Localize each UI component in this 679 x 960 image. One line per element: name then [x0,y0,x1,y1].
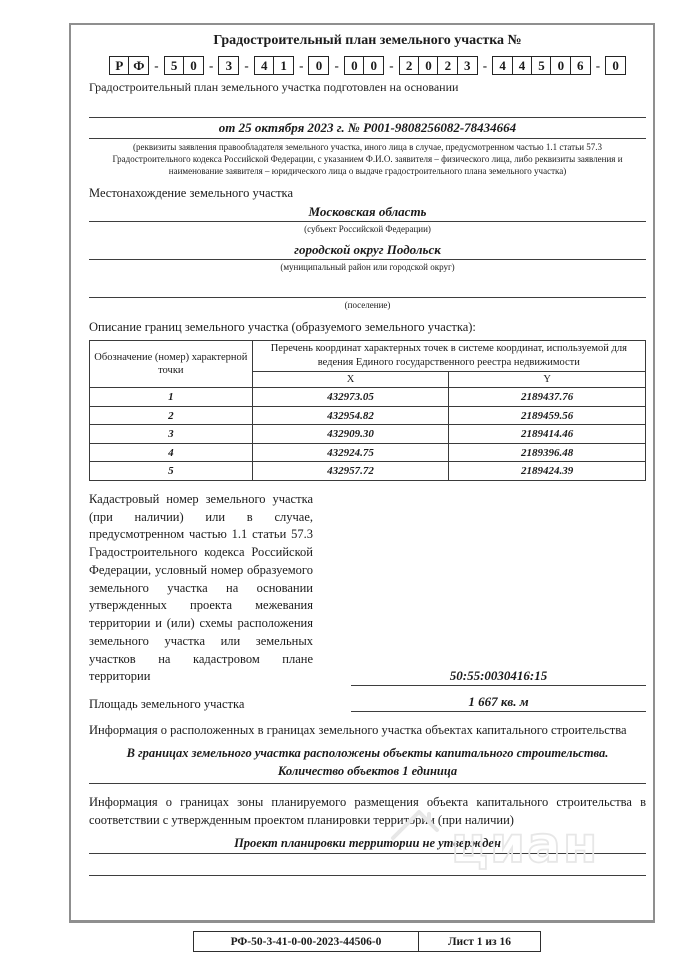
number-box-group [308,56,329,75]
number-char-box: 0 [183,56,204,75]
footer-stamp [193,931,541,952]
number-char-box: 0 [605,56,626,75]
cadastral-label: Кадастровый номер земельного участка (при наличии) или в случае, предусмотренном частью 1.1 статьи 57.3 Градостроительного кодекса Российской Федерации, условный номер образуемого земельного участка на основании утвержденных проекта межевания территории и (или) схемы расположения земельного участка или земельных участков на кадастровом плане территории [89,491,313,684]
coords-cell: 2 [90,406,253,425]
col-header-coords: Перечень координат характерных точек в системе координат, используемой для ведения Единого государственного реестра недвижимости [252,341,645,371]
gpzu-number-boxes [89,56,646,75]
number-box-group [605,56,626,75]
cadastral-value-column [351,491,646,686]
footer-sheet-number: Лист 1 из 16 [447,935,512,948]
number-char-box: Ф [128,56,149,75]
region-value: Московская область [89,204,646,222]
coords-cell: 432924.75 [252,443,449,462]
coords-row [90,443,646,462]
coords-cell: 432954.82 [252,406,449,425]
footer-doc-number: РФ-50-3-41-0-00-2023-44506-0 [194,932,419,951]
capital-objects-value [89,744,646,783]
coords-header-row [90,341,646,371]
capital-objects-value-line1: В границах земельного участка расположены объекты капитального строительства. [126,746,609,761]
area-value: 1 667 кв. м [351,694,646,712]
cian-watermark [385,800,627,883]
coords-cell: 1 [90,388,253,407]
coords-row [90,406,646,425]
area-label: Площадь земельного участка [89,697,245,712]
capital-objects-value-line2: Количество объектов 1 единица [277,764,458,779]
number-char-box: 4 [492,56,513,75]
area-section [89,694,646,712]
number-box-group [218,56,239,75]
number-char-box: 0 [344,56,365,75]
number-box-group [164,56,204,75]
number-char-box: 4 [512,56,533,75]
number-dash-separator: - [154,57,159,73]
number-char-box: 0 [363,56,384,75]
number-char-box: 1 [273,56,294,75]
number-char-box: 0 [418,56,439,75]
coords-cell: 5 [90,462,253,481]
number-dash-separator: - [299,57,304,73]
page-title: Градостроительный план земельного участка № [213,33,522,48]
col-header-y: Y [449,371,646,388]
number-dash-separator: - [482,57,488,73]
location-label: Местонахождение земельного участка [89,185,293,200]
coords-cell: 2189437.76 [449,388,646,407]
cadastral-section [89,491,646,686]
number-dash-separator: - [389,57,394,73]
basis-value: от 25 октября 2023 г. № Р001-9808256082-78434664 [89,118,646,139]
number-char-box: 0 [550,56,571,75]
region-caption: (субъект Российской Федерации) [304,224,431,235]
coords-cell: 2189459.56 [449,406,646,425]
settlement-value [89,280,646,298]
coords-cell: 432909.30 [252,425,449,444]
basis-caption: (реквизиты заявления правообладателя земельного участка, иного лица в случае, предусмотренном частью 1.1 статьи 57.3 Градостроительного кодекса Российской Федерации, с указанием Ф.И.О. заявителя – физического лица, либо реквизиты заявления и наименование заявителя – юридического лица о выдаче градостроительного плана земельного участка) [112,141,623,177]
settlement-caption: (поселение) [344,300,391,311]
cian-watermark-graphic [385,800,627,878]
number-box-group [492,56,591,75]
planning-zone-label: Информация о границах зоны планируемого размещения объекта капитального строительства в соответствии с утвержденным проектом планировки территории (при наличии) [89,794,646,827]
number-char-box: 4 [254,56,275,75]
cadastral-value: 50:55:0030416:15 [351,668,646,686]
number-char-box: 0 [308,56,329,75]
coords-cell: 432957.72 [252,462,449,481]
col-header-point: Обозначение (номер) характерной точки [90,341,253,388]
area-value-column [351,694,646,712]
number-char-box: 6 [570,56,591,75]
district-caption: (муниципальный район или городской округ) [280,262,455,273]
number-char-box: 5 [531,56,552,75]
number-box-group [344,56,384,75]
coordinates-table [89,340,646,480]
coords-cell: 2189414.46 [449,425,646,444]
cian-watermark-text: циан [451,816,600,874]
coords-cell: 3 [90,425,253,444]
capital-objects-label: Информация о расположенных в границах земельного участка объектах капитального строительства [89,723,627,738]
number-char-box: 3 [457,56,478,75]
number-char-box: 2 [399,56,420,75]
number-dash-separator: - [209,57,214,73]
district-value: городской округ Подольск [89,242,646,260]
coords-cell: 2189396.48 [449,443,646,462]
number-dash-separator: - [595,57,601,73]
boundaries-heading: Описание границ земельного участка (образуемого земельного участка): [89,320,476,335]
coords-row [90,462,646,481]
coords-cell: 432973.05 [252,388,449,407]
document-sheet [69,23,655,923]
coords-row [90,425,646,444]
number-char-box: Р [109,56,130,75]
coords-row [90,388,646,407]
coords-cell: 4 [90,443,253,462]
coords-cell: 2189424.39 [449,462,646,481]
cian-house-icon [393,812,437,838]
coords-tbody [90,388,646,481]
number-char-box: 2 [437,56,458,75]
number-dash-separator: - [334,57,339,73]
number-box-group [399,56,478,75]
planning-zone-value: Проект планировки территории не утвержден [89,836,646,854]
col-header-x: X [252,371,449,388]
number-char-box: 5 [164,56,185,75]
number-box-group [254,56,294,75]
number-box-group [109,56,149,75]
number-dash-separator: - [244,57,249,73]
number-char-box: 3 [218,56,239,75]
prepared-on-basis-label: Градостроительный план земельного участка подготовлен на основании [89,80,459,94]
